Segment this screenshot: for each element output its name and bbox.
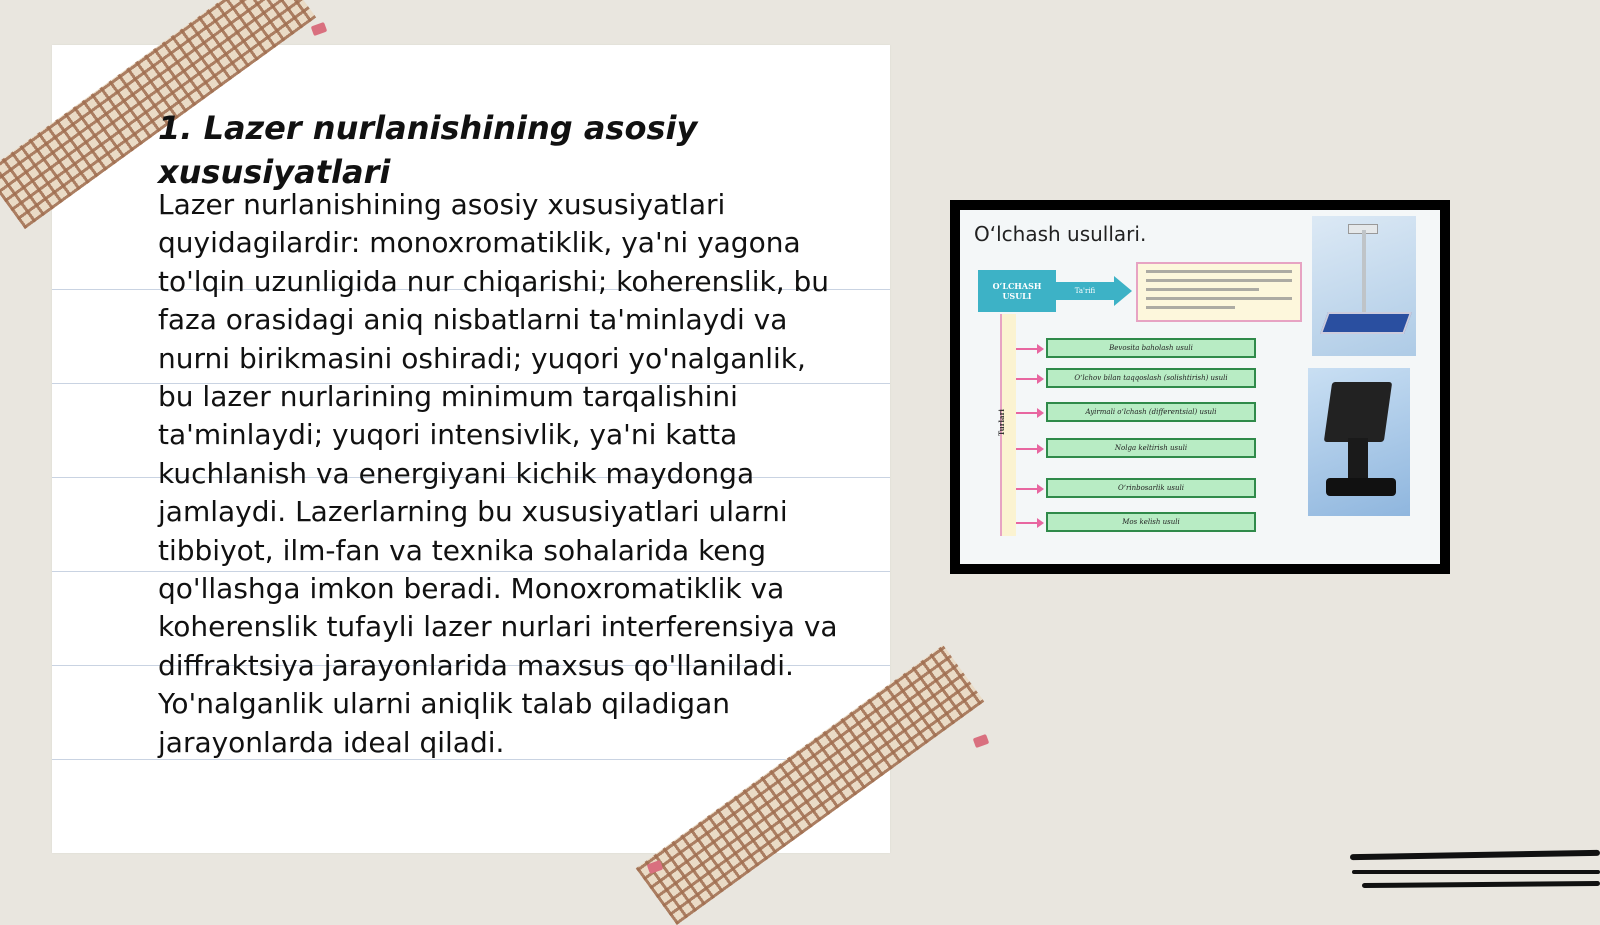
floor-scale-photo <box>1312 216 1416 356</box>
tape-tip <box>311 22 328 36</box>
embedded-slide-title: Oʻlchash usullari. <box>974 222 1147 246</box>
slide-body-text: Lazer nurlanishining asosiy xususiyatlari quyidagilardir: monoxromatiklik, ya'ni yagona to'lqin uzunligida nur chiqarishi; koherenslik, bu faza orasidagi aniq nisbatlarni ta'minlaydi va nurni birikmasini oshiradi; yuqori yo'nalganlik, bu lazer nurlarining minimum tarqalishini ta'minlaydi; yuqori intensivlik, ya'ni katta kuchlanish va energiyani kichik maydonga jamlaydi. Lazerlarning bu xususiyatlari ularni tibbiyot, ilm-fan va texnika sohalarida keng qo'llashga imkon beradi. Monoxromatiklik va koherenslik tufayli lazer nurlari interferensiya va diffraktsiya jarayonlarida maxsus qo'llaniladi. Yo'nalganlik ularni aniqlik talab qiladigan jarayonlarda ideal qiladi. <box>158 188 838 759</box>
embedded-slide-image <box>960 210 1440 564</box>
arrow-right-icon <box>1016 378 1038 380</box>
brush-stroke-decoration <box>1350 850 1600 860</box>
method-box: Oʻlchov bilan taqqoslash (solishtirish) usuli <box>1046 368 1256 388</box>
image-frame <box>950 200 1450 574</box>
definition-box <box>1136 262 1302 322</box>
brush-stroke-decoration <box>1362 881 1600 888</box>
diagram-side-label: Turlari <box>996 409 1006 436</box>
method-box: Ayirmali oʻlchash (differentsial) usuli <box>1046 402 1256 422</box>
diagram-arrow-label: Ta'rifi <box>1056 282 1114 300</box>
arrow-right-icon <box>1016 448 1038 450</box>
diagram-main-box: OʻLCHASH USULI <box>978 270 1056 312</box>
arrow-right-icon <box>1016 488 1038 490</box>
arrow-right-icon <box>1016 348 1038 350</box>
slide-title: 1. Lazer nurlanishining asosiy xususiyatlari <box>158 109 698 191</box>
method-box: Oʻrinbosarlik usuli <box>1046 478 1256 498</box>
arrow-right-icon <box>1114 276 1132 306</box>
brush-stroke-decoration <box>1352 870 1600 874</box>
method-box: Bevosita baholash usuli <box>1046 338 1256 358</box>
method-box: Mos kelish usuli <box>1046 512 1256 532</box>
tape-tip <box>973 734 990 748</box>
arrow-right-icon <box>1016 522 1038 524</box>
arrow-right-icon <box>1016 412 1038 414</box>
terminal-scale-photo <box>1308 368 1410 516</box>
method-box: Nolga keltirish usuli <box>1046 438 1256 458</box>
